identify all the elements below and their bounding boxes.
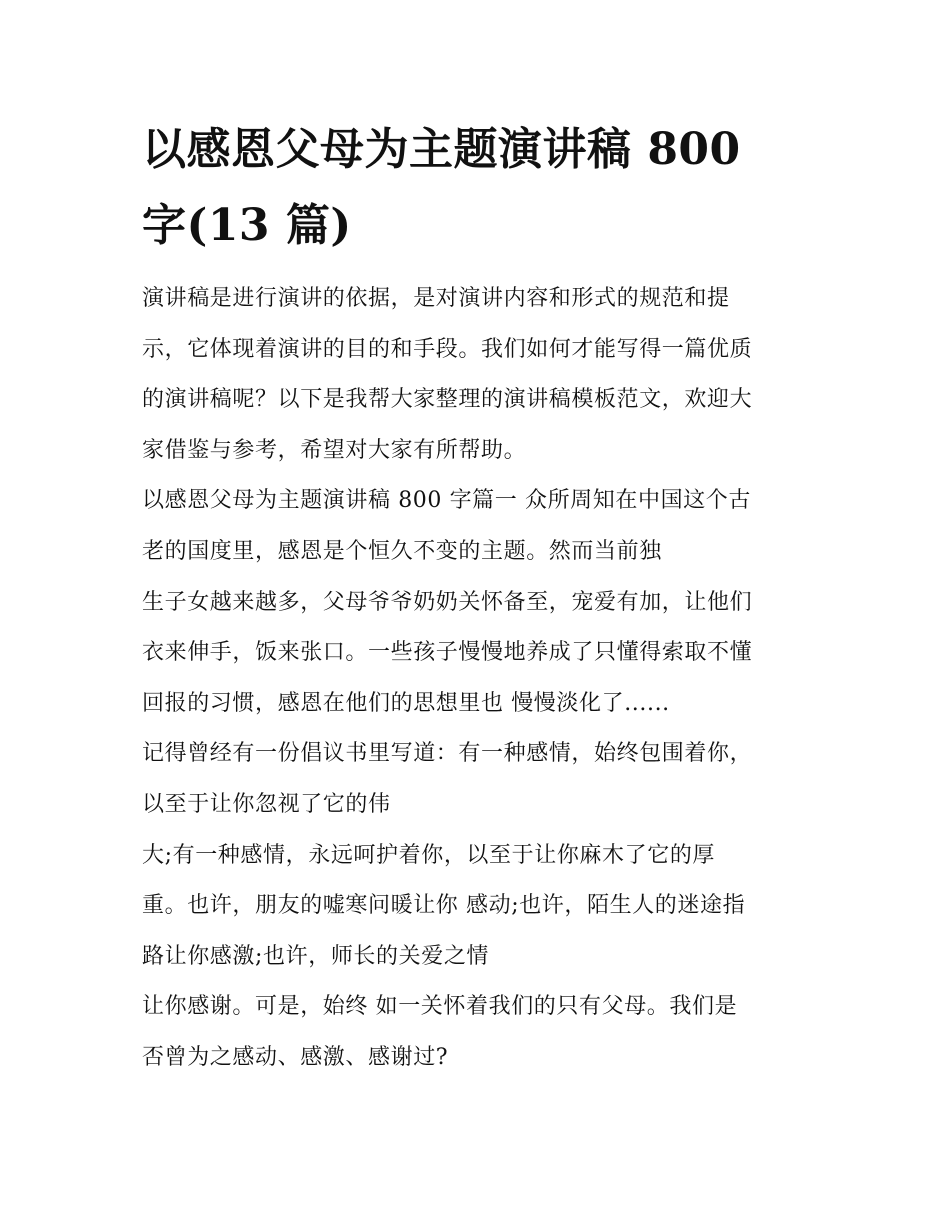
text-line: 大;有一种感情，永远呵护着你，以至于让你麻木了它的厚 bbox=[142, 842, 716, 868]
body-paragraph bbox=[142, 729, 822, 1083]
document-page bbox=[142, 112, 822, 1084]
title-line: 字(13 篇) bbox=[142, 200, 352, 251]
text-line: 家借鉴与参考，希望对大家有所帮助。 bbox=[142, 437, 527, 463]
text-line: 回报的习惯，感恩在他们的思想里也 慢慢淡化了...... bbox=[142, 690, 670, 716]
text-line: 生子女越来越多，父母爷爷奶奶关怀备至，宠爱有加，让他们 bbox=[142, 589, 753, 615]
document-title bbox=[142, 112, 822, 264]
text-line: 演讲稿是进行演讲的依据，是对演讲内容和形式的规范和提 bbox=[142, 286, 730, 311]
text-line: 记得曾经有一份倡议书里写道：有一种感情，始终包围着你， bbox=[142, 741, 753, 767]
title-line: 以感恩父母为主题演讲稿 800 bbox=[142, 124, 741, 175]
text-line: 衣来伸手，饭来张口。一些孩子慢慢地养成了只懂得索取不懂 bbox=[142, 640, 753, 666]
text-line: 以感恩父母为主题演讲稿 800 字篇一 众所周知在中国这个古 bbox=[142, 488, 751, 514]
intro-paragraph bbox=[142, 274, 822, 476]
text-line: 让你感谢。可是，始终 如一关怀着我们的只有父母。我们是 bbox=[142, 994, 738, 1020]
body-paragraph bbox=[142, 476, 822, 729]
text-line: 老的国度里，感恩是个恒久不变的主题。然而当前独 bbox=[142, 538, 662, 564]
text-line: 示，它体现着演讲的目的和手段。我们如何才能写得一篇优质 bbox=[142, 336, 753, 362]
text-line: 否曾为之感动、感激、感谢过? bbox=[142, 1044, 449, 1070]
text-line: 以至于让你忽视了它的伟 bbox=[142, 791, 391, 817]
text-line: 路让你感激;也许，师长的关爱之情 bbox=[142, 943, 490, 969]
text-line: 的演讲稿呢？以下是我帮大家整理的演讲稿模板范文，欢迎大 bbox=[142, 387, 753, 413]
text-line: 重。也许，朋友的嘘寒问暖让你 感动;也许，陌生人的迷途指 bbox=[142, 893, 746, 919]
